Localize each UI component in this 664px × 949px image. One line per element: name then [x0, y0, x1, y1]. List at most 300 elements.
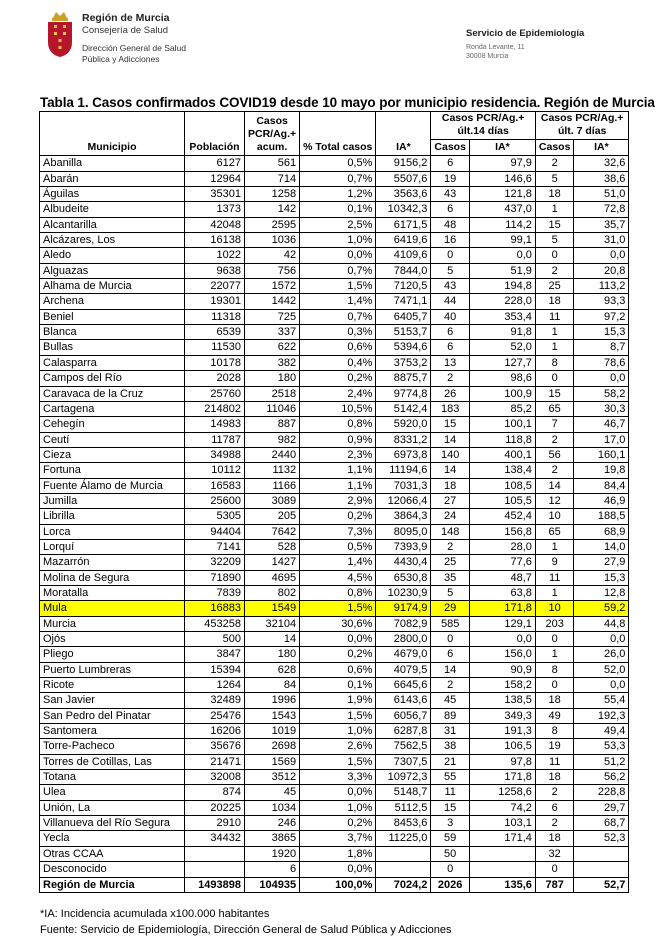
cell-ia-7: 72,8: [574, 202, 629, 217]
cell-pct-total: 1,0%: [300, 800, 376, 815]
cell-ia-14: 146,6: [469, 171, 535, 186]
cell-poblacion: 2028: [185, 371, 245, 386]
cell-casos-14: 14: [431, 662, 470, 677]
cell-ia: 8095,0: [376, 524, 431, 539]
cell-ia-7: 52,7: [574, 877, 629, 892]
cell-ia-7: 97,2: [574, 309, 629, 324]
cell-municipio: Ojós: [40, 632, 185, 647]
cell-poblacion: 42048: [185, 217, 245, 232]
header-group-14-line1: Casos PCR/Ag.+: [441, 112, 525, 124]
cell-casos-acum: 1569: [245, 754, 300, 769]
cell-ia-14: 194,8: [469, 279, 535, 294]
cell-pct-total: 0,2%: [300, 816, 376, 831]
cell-pct-total: 0,1%: [300, 202, 376, 217]
cell-ia-14: 158,2: [469, 678, 535, 693]
cell-casos-7: 14: [535, 478, 574, 493]
cell-ia: 4679,0: [376, 647, 431, 662]
cell-ia: 6171,5: [376, 217, 431, 232]
cell-poblacion: 10178: [185, 355, 245, 370]
cell-ia: 11225,0: [376, 831, 431, 846]
cell-casos-14: 5: [431, 585, 470, 600]
cell-municipio: Pliego: [40, 647, 185, 662]
cell-pct-total: 1,1%: [300, 478, 376, 493]
cell-casos-7: 9: [535, 555, 574, 570]
cell-casos-7: 32: [535, 846, 574, 861]
cell-casos-7: 2: [535, 785, 574, 800]
cell-poblacion: [185, 862, 245, 877]
cell-ia-7: 160,1: [574, 447, 629, 462]
cell-casos-7: 1: [535, 340, 574, 355]
cell-casos-7: 6: [535, 800, 574, 815]
cell-municipio: Murcia: [40, 616, 185, 631]
cell-ia: 6973,8: [376, 447, 431, 462]
cell-casos-14: 148: [431, 524, 470, 539]
cell-ia-7: 49,4: [574, 724, 629, 739]
cell-poblacion: 7141: [185, 539, 245, 554]
cell-ia-7: 46,7: [574, 417, 629, 432]
cell-ia-14: 228,0: [469, 294, 535, 309]
organization-block: [82, 12, 186, 65]
cell-ia-7: [574, 862, 629, 877]
cell-poblacion: 16583: [185, 478, 245, 493]
cell-ia-14: 77,6: [469, 555, 535, 570]
table-row: [40, 647, 629, 662]
cell-ia-14: 0,0: [469, 248, 535, 263]
cell-municipio: Cieza: [40, 447, 185, 462]
cell-municipio: Blanca: [40, 325, 185, 340]
cell-ia: 4079,5: [376, 662, 431, 677]
cell-municipio: Jumilla: [40, 493, 185, 508]
cell-casos-7: 7: [535, 417, 574, 432]
cell-casos-7: 10: [535, 509, 574, 524]
cell-ia: 7844,0: [376, 263, 431, 278]
table-row: [40, 524, 629, 539]
cell-pct-total: 0,7%: [300, 171, 376, 186]
cell-ia-14: 85,2: [469, 401, 535, 416]
cell-municipio: Mula: [40, 601, 185, 616]
cell-poblacion: 2910: [185, 816, 245, 831]
table-row: [40, 693, 629, 708]
cell-municipio: Lorca: [40, 524, 185, 539]
cell-casos-7: 1: [535, 325, 574, 340]
cell-casos-7: 49: [535, 708, 574, 723]
cell-casos-7: 18: [535, 187, 574, 202]
cell-municipio: Cehegín: [40, 417, 185, 432]
cell-ia: 9156,2: [376, 156, 431, 171]
cell-ia: 5153,7: [376, 325, 431, 340]
cell-ia-7: 52,0: [574, 662, 629, 677]
header-group-14-days: [431, 112, 536, 140]
cell-municipio: Alguazas: [40, 263, 185, 278]
cell-ia: 8875,7: [376, 371, 431, 386]
cell-casos-acum: 1166: [245, 478, 300, 493]
cell-ia: 6405,7: [376, 309, 431, 324]
cell-casos-14: 6: [431, 647, 470, 662]
cell-ia: 10972,3: [376, 770, 431, 785]
cell-casos-7: 11: [535, 570, 574, 585]
cell-pct-total: 0,5%: [300, 539, 376, 554]
cell-casos-acum: 2595: [245, 217, 300, 232]
cell-casos-7: 65: [535, 524, 574, 539]
cell-poblacion: 16883: [185, 601, 245, 616]
cell-ia-7: 68,9: [574, 524, 629, 539]
cell-casos-7: 11: [535, 754, 574, 769]
table-row: [40, 371, 629, 386]
cell-casos-7: 10: [535, 601, 574, 616]
cell-ia: 5148,7: [376, 785, 431, 800]
table-row: [40, 386, 629, 401]
cell-pct-total: 7,3%: [300, 524, 376, 539]
cell-pct-total: 3,3%: [300, 770, 376, 785]
cell-pct-total: 3,7%: [300, 831, 376, 846]
cell-ia-7: 30,3: [574, 401, 629, 416]
cell-ia-14: 353,4: [469, 309, 535, 324]
cell-casos-acum: 1442: [245, 294, 300, 309]
cell-municipio: Totana: [40, 770, 185, 785]
cell-ia-7: 15,3: [574, 325, 629, 340]
cell-ia-14: 171,8: [469, 601, 535, 616]
address-line-1: Ronda Levante, 11: [466, 44, 525, 51]
cell-casos-14: 6: [431, 325, 470, 340]
cell-ia-14: 108,5: [469, 478, 535, 493]
header-group-7-days: [535, 112, 629, 140]
cell-ia-14: 121,8: [469, 187, 535, 202]
cell-casos-acum: 802: [245, 585, 300, 600]
cell-ia: 10342,3: [376, 202, 431, 217]
cell-municipio: Yecla: [40, 831, 185, 846]
cell-ia-7: 52,3: [574, 831, 629, 846]
cell-ia-14: 0,0: [469, 632, 535, 647]
table-row: [40, 233, 629, 248]
cell-municipio: Mazarrón: [40, 555, 185, 570]
cell-municipio: Alcázares, Los: [40, 233, 185, 248]
cell-ia: 7562,5: [376, 739, 431, 754]
table-total-row: [40, 877, 629, 892]
footnotes: [40, 906, 452, 938]
header-casos-acum-line3: acum.: [256, 141, 288, 154]
table-row: [40, 187, 629, 202]
cell-casos-14: 43: [431, 279, 470, 294]
header-casos-7: Casos: [535, 140, 574, 156]
cell-ia: 2800,0: [376, 632, 431, 647]
table-title: Tabla 1. Casos confirmados COVID19 desde 10 mayo por municipio residencia. Región de Murcia: [40, 95, 655, 110]
cell-ia: 5920,0: [376, 417, 431, 432]
table-row: [40, 217, 629, 232]
cell-casos-acum: 3865: [245, 831, 300, 846]
cell-casos-14: 14: [431, 463, 470, 478]
table-row: [40, 601, 629, 616]
cell-casos-7: 0: [535, 248, 574, 263]
cell-ia-14: 156,0: [469, 647, 535, 662]
cell-poblacion: [185, 846, 245, 861]
cell-poblacion: 25760: [185, 386, 245, 401]
cell-ia-14: 99,1: [469, 233, 535, 248]
table-row: [40, 539, 629, 554]
cell-casos-acum: 3089: [245, 493, 300, 508]
cell-ia: 3753,2: [376, 355, 431, 370]
region-coat-of-arms-icon: [45, 8, 75, 58]
cell-casos-acum: 382: [245, 355, 300, 370]
cell-casos-acum: 622: [245, 340, 300, 355]
cell-ia: 7031,3: [376, 478, 431, 493]
cell-casos-14: 16: [431, 233, 470, 248]
cell-pct-total: 1,5%: [300, 708, 376, 723]
cell-casos-acum: 1549: [245, 601, 300, 616]
cell-ia-14: 98,6: [469, 371, 535, 386]
header-group-7-line1: Casos PCR/Ag.+: [540, 112, 624, 124]
cell-casos-7: 56: [535, 447, 574, 462]
address-line-2: 30008 Murcia: [466, 53, 509, 60]
cell-casos-14: 27: [431, 493, 470, 508]
cell-ia-7: 192,3: [574, 708, 629, 723]
cell-ia-14: 48,7: [469, 570, 535, 585]
cell-poblacion: 22077: [185, 279, 245, 294]
service-block: [466, 28, 584, 61]
cell-municipio: Unión, La: [40, 800, 185, 815]
cell-municipio: Campos del Río: [40, 371, 185, 386]
cell-municipio: Ceutí: [40, 432, 185, 447]
cell-casos-acum: 180: [245, 371, 300, 386]
cell-poblacion: 214802: [185, 401, 245, 416]
header-municipio: Municipio: [40, 112, 185, 156]
cell-ia-14: 171,8: [469, 770, 535, 785]
cell-ia: [376, 862, 431, 877]
cell-casos-7: 1: [535, 647, 574, 662]
cell-casos-14: 21: [431, 754, 470, 769]
table-row: [40, 432, 629, 447]
table-row: [40, 340, 629, 355]
cell-casos-14: 26: [431, 386, 470, 401]
cell-ia: 5142,4: [376, 401, 431, 416]
cell-pct-total: 1,9%: [300, 693, 376, 708]
cell-ia-14: 191,3: [469, 724, 535, 739]
table-row: [40, 846, 629, 861]
table-row: [40, 632, 629, 647]
cell-pct-total: 0,3%: [300, 325, 376, 340]
table-row: [40, 401, 629, 416]
cell-casos-14: 14: [431, 432, 470, 447]
cell-municipio: Ricote: [40, 678, 185, 693]
cell-casos-14: 585: [431, 616, 470, 631]
cell-casos-7: 15: [535, 386, 574, 401]
table-row: [40, 309, 629, 324]
cell-poblacion: 32008: [185, 770, 245, 785]
cell-casos-14: 43: [431, 187, 470, 202]
cell-poblacion: 25600: [185, 493, 245, 508]
cell-casos-7: 18: [535, 831, 574, 846]
table-row: [40, 831, 629, 846]
cell-casos-acum: 32104: [245, 616, 300, 631]
cell-ia-14: 97,9: [469, 156, 535, 171]
cell-ia-7: 38,6: [574, 171, 629, 186]
cell-pct-total: 1,0%: [300, 233, 376, 248]
cell-pct-total: 0,8%: [300, 417, 376, 432]
cell-casos-7: 1: [535, 585, 574, 600]
cell-ia: 3563,6: [376, 187, 431, 202]
cell-casos-14: 6: [431, 156, 470, 171]
table-row: [40, 171, 629, 186]
cell-casos-14: 5: [431, 263, 470, 278]
cell-municipio: Puerto Lumbreras: [40, 662, 185, 677]
cell-municipio: Águilas: [40, 187, 185, 202]
cell-municipio: Lorquí: [40, 539, 185, 554]
cell-poblacion: 35301: [185, 187, 245, 202]
cell-poblacion: 1264: [185, 678, 245, 693]
cell-pct-total: 1,5%: [300, 754, 376, 769]
table-row: [40, 509, 629, 524]
cell-ia-7: 31,0: [574, 233, 629, 248]
cell-ia-14: [469, 846, 535, 861]
cell-casos-7: 8: [535, 724, 574, 739]
cell-casos-acum: 714: [245, 171, 300, 186]
cell-casos-14: 2: [431, 371, 470, 386]
cell-pct-total: 0,2%: [300, 509, 376, 524]
cell-ia-7: 188,5: [574, 509, 629, 524]
cell-ia-14: 138,5: [469, 693, 535, 708]
cell-poblacion: 20225: [185, 800, 245, 815]
cell-ia: 7393,9: [376, 539, 431, 554]
cell-ia: 9174,9: [376, 601, 431, 616]
header-casos-acum-line2: PCR/Ag.+: [248, 128, 297, 141]
cell-municipio: San Javier: [40, 693, 185, 708]
cell-casos-14: 19: [431, 171, 470, 186]
cell-ia: 8331,2: [376, 432, 431, 447]
cell-ia-14: 156,8: [469, 524, 535, 539]
cell-ia-7: 0,0: [574, 248, 629, 263]
cell-casos-14: 59: [431, 831, 470, 846]
cell-ia-14: 452,4: [469, 509, 535, 524]
cell-ia: 5112,5: [376, 800, 431, 815]
cell-poblacion: 10112: [185, 463, 245, 478]
cell-ia-14: 63,8: [469, 585, 535, 600]
cell-municipio: Cartagena: [40, 401, 185, 416]
table-row: [40, 724, 629, 739]
cell-casos-14: 2026: [431, 877, 470, 892]
cell-poblacion: 35676: [185, 739, 245, 754]
cell-ia-14: 114,2: [469, 217, 535, 232]
cell-casos-14: 0: [431, 862, 470, 877]
cell-casos-14: 11: [431, 785, 470, 800]
cell-ia: [376, 846, 431, 861]
cell-casos-14: 24: [431, 509, 470, 524]
cell-casos-acum: 756: [245, 263, 300, 278]
cell-casos-7: 0: [535, 678, 574, 693]
cell-poblacion: 34988: [185, 447, 245, 462]
cell-municipio: Caravaca de la Cruz: [40, 386, 185, 401]
cell-poblacion: 21471: [185, 754, 245, 769]
table-row: [40, 678, 629, 693]
table-row: [40, 754, 629, 769]
header-casos-14: Casos: [431, 140, 470, 156]
header-casos-acum: [245, 112, 300, 156]
cell-municipio: San Pedro del Pinatar: [40, 708, 185, 723]
cell-pct-total: 30,6%: [300, 616, 376, 631]
cell-ia-7: 35,7: [574, 217, 629, 232]
cell-pct-total: 100,0%: [300, 877, 376, 892]
cell-ia-14: 100,9: [469, 386, 535, 401]
cell-poblacion: 6539: [185, 325, 245, 340]
cell-casos-7: 0: [535, 862, 574, 877]
cell-poblacion: 1022: [185, 248, 245, 263]
cell-casos-7: 2: [535, 263, 574, 278]
cell-poblacion: 32489: [185, 693, 245, 708]
cell-pct-total: 1,8%: [300, 846, 376, 861]
cell-casos-14: 6: [431, 202, 470, 217]
ia-footnote: *IA: Incidencia acumulada x100.000 habitantes: [40, 908, 270, 920]
cell-casos-acum: 1543: [245, 708, 300, 723]
cell-ia: 6530,8: [376, 570, 431, 585]
cell-casos-acum: 1572: [245, 279, 300, 294]
cell-ia: 6287,8: [376, 724, 431, 739]
cell-casos-7: 65: [535, 401, 574, 416]
cell-casos-acum: 1132: [245, 463, 300, 478]
table-row: [40, 800, 629, 815]
cell-casos-acum: 104935: [245, 877, 300, 892]
cell-casos-7: 0: [535, 632, 574, 647]
cell-pct-total: 2,6%: [300, 739, 376, 754]
cell-casos-acum: 42: [245, 248, 300, 263]
cell-pct-total: 0,9%: [300, 432, 376, 447]
cell-ia-7: 15,3: [574, 570, 629, 585]
cell-poblacion: 14983: [185, 417, 245, 432]
cell-municipio: Alcantarilla: [40, 217, 185, 232]
cell-poblacion: 874: [185, 785, 245, 800]
cell-ia-7: 58,2: [574, 386, 629, 401]
cell-poblacion: 16206: [185, 724, 245, 739]
cell-ia-14: 1258,6: [469, 785, 535, 800]
cell-casos-14: 44: [431, 294, 470, 309]
cell-ia: 10230,9: [376, 585, 431, 600]
table-row: [40, 662, 629, 677]
cell-casos-acum: 982: [245, 432, 300, 447]
cell-ia-14: 171,4: [469, 831, 535, 846]
cell-pct-total: 0,0%: [300, 862, 376, 877]
cell-pct-total: 1,5%: [300, 279, 376, 294]
cell-ia-14: 349,3: [469, 708, 535, 723]
cell-casos-acum: 205: [245, 509, 300, 524]
cell-ia-7: 0,0: [574, 632, 629, 647]
cell-ia-7: 51,2: [574, 754, 629, 769]
cell-casos-14: 0: [431, 632, 470, 647]
cell-casos-14: 55: [431, 770, 470, 785]
cell-pct-total: 0,0%: [300, 248, 376, 263]
cell-ia: 7120,5: [376, 279, 431, 294]
cell-ia-14: 138,4: [469, 463, 535, 478]
table-row: [40, 708, 629, 723]
cell-municipio: Villanueva del Río Segura: [40, 816, 185, 831]
cell-ia-14: 437,0: [469, 202, 535, 217]
cell-ia: 6419,6: [376, 233, 431, 248]
cell-ia-7: 68,7: [574, 816, 629, 831]
cell-poblacion: 71890: [185, 570, 245, 585]
cell-municipio: Ulea: [40, 785, 185, 800]
cell-casos-14: 140: [431, 447, 470, 462]
cell-pct-total: 0,4%: [300, 355, 376, 370]
cell-poblacion: 3847: [185, 647, 245, 662]
cell-casos-7: 2: [535, 816, 574, 831]
cell-ia-7: 8,7: [574, 340, 629, 355]
table-row: [40, 463, 629, 478]
cell-casos-acum: 142: [245, 202, 300, 217]
cell-pct-total: 0,1%: [300, 678, 376, 693]
table-row: [40, 570, 629, 585]
cell-poblacion: 500: [185, 632, 245, 647]
org-subtitle: Consejería de Salud: [82, 25, 169, 36]
cell-pct-total: 1,4%: [300, 555, 376, 570]
cell-casos-acum: 4695: [245, 570, 300, 585]
cell-ia: 7082,9: [376, 616, 431, 631]
cell-ia-7: 84,4: [574, 478, 629, 493]
